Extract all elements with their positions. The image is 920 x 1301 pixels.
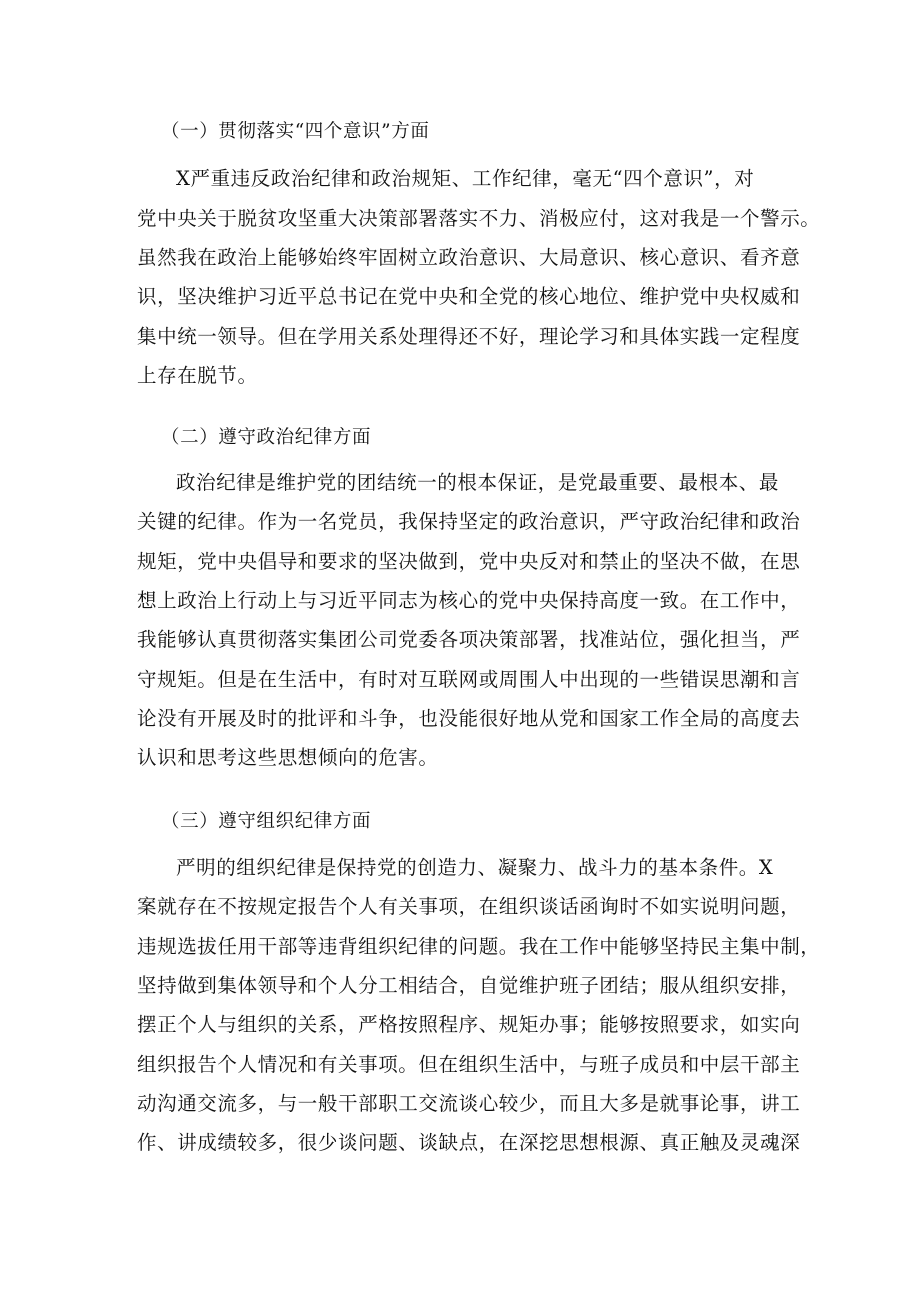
paragraph-line: 虽然我在政治上能够始终牢固树立政治意识、大局意识、核心意识、看齐意	[137, 246, 801, 269]
section-heading-2: （二）遵守政治纪律方面	[161, 427, 372, 448]
paragraph-line: 动沟通交流多，与一般干部职工交流谈心较少，而且大多是就事论事，讲工	[137, 1092, 801, 1115]
paragraph-line: 政治纪律是维护党的团结统一的根本保证，是党最重要、最根本、最	[176, 471, 780, 494]
paragraph-line: 论没有开展及时的批评和斗争，也没能很好地从党和国家工作全局的高度去	[137, 707, 801, 730]
paragraph-line: 上存在脱节。	[137, 364, 258, 387]
paragraph-line: 严明的组织纪律是保持党的创造力、凝聚力、战斗力的基本条件。X	[176, 856, 774, 879]
paragraph-line: 坚持做到集体领导和个人分工相结合，自觉维护班子团结；服从组织安排，	[137, 974, 801, 997]
paragraph-line: 关键的纪律。作为一名党员，我保持坚定的政治意识，严守政治纪律和政治	[137, 510, 801, 533]
paragraph-line: 集中统一领导。但在学用关系处理得还不好，理论学习和具体实践一定程度	[137, 325, 801, 348]
section-heading-1: （一）贯彻落实“四个意识”方面	[161, 121, 430, 142]
paragraph-line: 想上政治上行动上与习近平同志为核心的党中央保持高度一致。在工作中，	[137, 589, 801, 612]
paragraph-line: X严重违反政治纪律和政治规矩、工作纪律，毫无“四个意识”，对	[176, 167, 755, 190]
paragraph-line: 守规矩。但是在生活中，有时对互联网或周围人中出现的一些错误思潮和言	[137, 668, 801, 691]
section-heading-3: （三）遵守组织纪律方面	[161, 811, 372, 832]
paragraph-line: 识，坚决维护习近平总书记在党中央和全党的核心地位、维护党中央权威和	[137, 285, 801, 308]
paragraph-line: 认识和思考这些思想倾向的危害。	[137, 746, 439, 769]
paragraph-line: 规矩，党中央倡导和要求的坚决做到，党中央反对和禁止的坚决不做，在思	[137, 550, 801, 573]
paragraph-line: 作、讲成绩较多，很少谈问题、谈缺点，在深挖思想根源、真正触及灵魂深	[137, 1131, 801, 1154]
paragraph-line: 违规选拔任用干部等违背组织纪律的问题。我在工作中能够坚持民主集中制，	[137, 935, 821, 958]
paragraph-line: 党中央关于脱贫攻坚重大决策部署落实不力、消极应付，这对我是一个警示。	[137, 207, 821, 230]
paragraph-line: 我能够认真贯彻落实集团公司党委各项决策部署，找准站位，强化担当，严	[137, 628, 801, 651]
paragraph-line: 摆正个人与组织的关系，严格按照程序、规矩办事；能够按照要求，如实向	[137, 1013, 801, 1036]
paragraph-line: 案就存在不按规定报告个人有关事项，在组织谈话函询时不如实说明问题，	[137, 895, 801, 918]
paragraph-line: 组织报告个人情况和有关事项。但在组织生活中，与班子成员和中层干部主	[137, 1053, 801, 1076]
